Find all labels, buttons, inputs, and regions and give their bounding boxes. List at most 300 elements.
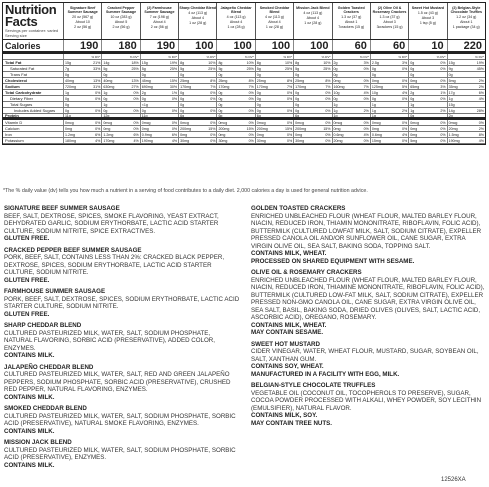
nutrient-cell	[140, 66, 178, 71]
nutrient-cell	[293, 138, 331, 143]
nutrient-amount: 2g	[141, 90, 146, 95]
nutrient-dv: 4%	[363, 90, 369, 95]
nutrient-cell	[216, 90, 254, 95]
product-net-weight: 7 oz (198 g)	[149, 15, 169, 19]
nutrient-row	[3, 138, 485, 144]
nutrient-cell	[178, 138, 216, 143]
calories-value: 60	[370, 40, 408, 51]
nutrient-dv: 0%	[95, 126, 101, 131]
nutrient-amount: 1g	[333, 114, 338, 117]
nutrient-dv: 7%	[248, 84, 254, 89]
nutrient-cells	[63, 60, 485, 65]
nutrient-dv: 0%	[440, 66, 446, 71]
nutrient-amount: 0mcg	[141, 120, 151, 125]
product-name: Cracked Pepper Summer Sausage	[105, 6, 137, 14]
nutrient-dv: 7%	[325, 84, 331, 89]
nutrient-amount: 0mg	[333, 126, 341, 131]
nutrient-amount: 0g	[218, 96, 223, 101]
nutrient-cell	[370, 120, 408, 125]
product-net-weight: 10 oz (283 g)	[110, 15, 132, 19]
nutrient-amount: 0g	[218, 108, 223, 113]
nutrient-dv: 0%	[210, 132, 216, 137]
nutrient-dv: 0%	[325, 108, 331, 113]
nutrient-cell	[293, 84, 331, 89]
allergen-statement: PROCESSED ON SHARED EQUIPMENT WITH SESAME.	[251, 257, 415, 265]
nutrient-dv: 0%	[440, 96, 446, 101]
nutrient-cell	[63, 84, 101, 89]
nutrient-cell	[63, 66, 101, 71]
nutrient-amount: 15g	[448, 60, 455, 65]
nutrient-amount: 0g	[218, 102, 223, 107]
dv-header: % DV*	[293, 54, 331, 59]
product-column	[408, 3, 446, 39]
daily-value-footnote: *The % daily value (dv) tells you how much a nutrient in a serving of food contributes to a daily diet. 2,000 calories a day is used for general nutrition advice.	[3, 188, 368, 194]
nutrient-dv: 18%	[131, 60, 139, 65]
nutrient-cell	[101, 138, 139, 143]
nutrient-cell	[63, 72, 101, 77]
product-servings: About 3	[421, 16, 435, 20]
ingredient-block	[4, 322, 240, 360]
product-serving-size: 3crackers (15 g)	[376, 25, 403, 29]
product-serving-size: 1 oz (28 g)	[304, 21, 322, 25]
calories-value: 10	[408, 40, 446, 51]
product-columns	[63, 3, 485, 39]
nutrient-label: Cholesterol	[5, 78, 28, 83]
product-serving-size: 1 oz (28 g)	[189, 21, 207, 25]
product-column	[447, 3, 485, 39]
nutrient-dv: 0%	[325, 132, 331, 137]
nutrient-dv: 3%	[363, 60, 369, 65]
product-net-weight: 1.3 oz (37 g)	[379, 15, 400, 19]
dv-header: % DV*	[140, 54, 178, 59]
nutrient-dv: 4%	[478, 96, 484, 101]
dv-header: % DV*	[408, 54, 446, 59]
nutrient-dv: 0%	[286, 96, 293, 101]
nutrient-cell	[447, 78, 485, 83]
calories-value: 180	[101, 40, 139, 51]
nutrient-cell	[63, 60, 101, 65]
nutrient-dv: 6%	[133, 132, 139, 137]
nutrient-amount: 170mg	[180, 84, 192, 89]
nutrient-dv: 10%	[323, 60, 331, 65]
nutrient-amount: 6g	[218, 114, 223, 117]
nutrient-dv: 0%	[440, 132, 446, 137]
nutrient-amount: 1g	[103, 102, 108, 107]
nutrient-amount: 0g	[371, 66, 376, 71]
nutrient-amount: 0mg	[65, 126, 72, 131]
nutrient-dv: 45%	[476, 66, 484, 71]
nutrient-cell	[255, 78, 293, 83]
nutrient-dv: 25%	[284, 66, 293, 71]
nutrient-cell	[293, 120, 331, 125]
nutrient-amount: 0mcg	[371, 120, 381, 125]
ingredient-block	[251, 382, 487, 427]
nutrient-cell	[255, 66, 293, 71]
product-serving-size: 7crackers (15 g)	[338, 25, 365, 29]
product-net-weight: 1.5 oz (43 g)	[417, 11, 438, 15]
nutrient-amount: 0g	[65, 108, 69, 113]
nutrient-dv: 0%	[325, 138, 331, 143]
ingredient-block	[4, 205, 240, 243]
product-net-weight: 4 oz (113 g)	[265, 15, 284, 19]
nutrient-cell	[140, 102, 178, 107]
nutrient-amount: 1g	[65, 90, 69, 95]
nutrient-amount: 0mg	[371, 78, 379, 83]
nutrient-amount: 200mg	[295, 126, 307, 131]
nutrient-amount: 45mg	[141, 78, 151, 83]
ingredient-block	[4, 364, 240, 402]
nutrient-dv: 1%	[171, 90, 178, 95]
allergen-statement: GLUTEN FREE.	[4, 276, 50, 284]
product-name: (2) Belgian-Style Chocolate Truffles	[450, 6, 482, 14]
nutrient-amount: 0mg	[218, 132, 226, 137]
product-column	[293, 3, 331, 39]
nutrient-cell	[332, 102, 370, 107]
nutrient-cell	[178, 132, 216, 137]
nutrient-amount: 0g	[410, 60, 415, 65]
nutrient-cell	[140, 96, 178, 101]
product-servings: About 10	[75, 20, 90, 24]
nutrient-amount: 0mcg	[256, 120, 266, 125]
nutrient-dv: 0%	[248, 120, 254, 125]
nutrient-dv: 0%	[402, 138, 408, 143]
product-column	[178, 3, 216, 39]
nutrient-amount: 12g	[103, 114, 110, 117]
nutrient-cell	[178, 120, 216, 125]
nutrient-cell	[140, 120, 178, 125]
nutrient-cell	[332, 138, 370, 143]
nutrient-label: Potassium	[5, 138, 24, 143]
ingredient-list: PORK, BEEF, SALT, CONTAINS LESS THAN 2%: CRACKED BLACK PEPPER, DEXTROSE, SPICES, SODIUM ERYTHORBATE, LACTIC ACID STARTER CULTURE, SODIUM NITRITE.	[4, 254, 225, 276]
nutrient-dv: 0%	[210, 138, 216, 143]
product-servings: About 1	[460, 20, 473, 24]
nutrient-amount: 30mg	[180, 138, 190, 143]
calories-label: Calories	[5, 40, 41, 51]
dv-header: % DV*	[332, 54, 370, 59]
nutrient-cell	[255, 96, 293, 101]
calories-value: 100	[178, 40, 216, 51]
nutrient-amount: 65mg	[410, 84, 420, 89]
calories-value: 100	[293, 40, 331, 51]
nutrient-dv: 10%	[284, 60, 293, 65]
nutrient-cell	[63, 126, 101, 131]
nutrient-amount: 0g	[180, 90, 185, 95]
nutrient-dv: 0%	[248, 96, 254, 101]
nutrient-cell	[63, 78, 101, 83]
nutrient-amount: 2g	[333, 60, 338, 65]
product-servings: About 4	[153, 20, 166, 24]
nutrient-cell	[408, 84, 446, 89]
nutrient-amount: 0mg	[180, 132, 188, 137]
nutrient-amount: 0g	[141, 72, 146, 77]
nutrient-amount: 190mg	[141, 138, 153, 143]
nutrient-dv: 0%	[478, 120, 484, 125]
nutrient-cell	[370, 90, 408, 95]
allergen-statement: MANUFACTURED IN A FACILITY WITH EGG, MILK.	[251, 370, 400, 378]
nutrient-dv: 8%	[325, 78, 331, 83]
nutrient-dv: 0%	[286, 120, 293, 125]
ingredient-list: ENRICHED UNBLEACHED FLOUR (WHEAT FLOUR, MALTED BARLEY FLOUR, NIACIN, REDUCED IRON, THIAMIN MONONITRATE, RIBOFLAVIN, FOLIC ACID), BUTTERMILK (CULTURED LOWFAT MILK, SALT, SODIUM CITRATE), EXPELLER PRESSED CANOLA OIL AND/OR SUNFLOWER OIL, CANE SUGAR, EXTRA VIRGIN OLIVE OIL, SEA SALT, BAKING SODA, TOPPING SALT.	[251, 212, 482, 250]
product-servings: About 4	[306, 16, 320, 20]
nutrient-cell	[293, 60, 331, 65]
calories-value: 100	[255, 40, 293, 51]
nutrient-cell	[140, 126, 178, 131]
nutrient-dv: 0%	[171, 96, 178, 101]
nutrition-title-block	[3, 3, 63, 39]
ingredient-list: CULTURED PASTEURIZED MILK, WATER, SALT, SODIUM PHOSPHATE, NATURAL FLAVORING, SORBIC ACID (PRESERVATIVE), ADDED COLOR, ENZYMES.	[4, 329, 215, 352]
dv-header: % DV*	[63, 54, 101, 59]
calories-row	[3, 40, 485, 54]
nutrient-cell	[408, 114, 446, 117]
nutrient-cell	[178, 114, 216, 117]
nutrient-amount: 200mg	[256, 126, 268, 131]
nutrient-amount: 5g	[180, 66, 185, 71]
nutrient-amount: 15g	[448, 102, 455, 107]
nutrient-dv: 0%	[363, 78, 369, 83]
nutrient-label: Saturated Fat	[10, 66, 35, 71]
nutrient-dv: 0%	[248, 132, 254, 137]
allergen-statement: GLUTEN FREE.	[4, 235, 50, 242]
nutrient-dv: 0%	[95, 90, 101, 95]
nutrient-amount: 0mg	[410, 78, 418, 83]
nutrient-amount: 8g	[256, 60, 261, 65]
nutrient-cell	[140, 90, 178, 95]
nutrient-dv: 0%	[133, 126, 139, 131]
nutrient-cell	[447, 96, 485, 101]
nutrient-cell	[332, 78, 370, 83]
nutrient-cell	[332, 120, 370, 125]
nutrient-amount: 2g	[448, 114, 453, 117]
nutrient-label: Iron	[5, 132, 12, 137]
nutrient-cells	[63, 132, 485, 137]
allergen-statement: MAY CONTAIN SESAME.	[251, 329, 324, 336]
product-serving-size: 1 tsp (5 g)	[419, 21, 436, 25]
nutrient-dv: 0%	[133, 108, 139, 113]
nutrient-amount: 160mg	[333, 84, 345, 89]
dv-header: % DV*	[447, 54, 485, 59]
nutrient-amount: 0mcg	[180, 120, 189, 125]
nutrient-amount: 2.5g	[371, 60, 379, 65]
nutrient-amount: 5mg	[410, 138, 418, 143]
calories-value: 220	[447, 40, 485, 51]
nutrient-cell	[178, 84, 216, 89]
nutrient-cell	[255, 90, 293, 95]
nutrient-amount: 20mg	[448, 126, 458, 131]
dv-header: % DV*	[178, 54, 216, 59]
nutrient-amount: 40mg	[103, 78, 113, 83]
ingredient-product-name: SHARP CHEDDAR BLEND	[4, 322, 82, 329]
nutrient-cell	[140, 78, 178, 83]
nutrition-title: Nutrition Facts	[5, 2, 57, 29]
nutrient-dv: 3%	[440, 84, 446, 89]
nutrient-cell	[178, 96, 216, 101]
nutrient-cell	[255, 132, 293, 137]
nutrient-amount: 0g	[103, 108, 108, 113]
nutrient-cell	[255, 120, 293, 125]
nutrient-amount: 1.5mg	[448, 132, 459, 137]
nutrient-amount: 0mcg	[295, 120, 304, 125]
nutrient-cell	[332, 84, 370, 89]
nutrient-dv: 15%	[169, 78, 178, 83]
product-name: Sharp Cheddar Blend	[179, 6, 217, 10]
nutrient-dv: 4%	[363, 132, 369, 137]
nutrient-cell	[408, 132, 446, 137]
nutrient-cell	[255, 108, 293, 113]
nutrient-label: Sodium	[5, 84, 20, 89]
nutrient-dv: 27%	[131, 84, 139, 89]
nutrient-cell	[293, 114, 331, 117]
nutrient-amount: 11g	[141, 114, 148, 117]
nutrient-amount: 0mcg	[448, 120, 458, 125]
nutrient-dv: 25%	[246, 66, 254, 71]
product-serving-size: 1 oz (28 g)	[227, 25, 245, 29]
nutrient-dv: 0%	[363, 66, 369, 71]
product-name: Mission Jack Blend	[296, 6, 330, 10]
nutrient-amount: 6g	[256, 114, 261, 117]
nutrient-dv: 2%	[478, 78, 484, 83]
ingredient-list: BEEF, SALT, DEXTROSE, SPICES, SMOKE FLAVORING, YEAST EXTRACT, DEHYDRATED GARLIC, SODIUM ERYTHORBATE, LACTIC ACID STARTER CULTURE, SODIUM NITRITE, SPICE EXTRACTIVES.	[4, 212, 219, 235]
nutrient-amount: 25mg	[180, 78, 190, 83]
nutrient-cell	[216, 120, 254, 125]
nutrient-dv: 0%	[286, 138, 293, 143]
nutrient-amount: 0g	[333, 66, 338, 71]
nutrient-cell	[408, 108, 446, 113]
nutrient-amount: 25mg	[295, 78, 305, 83]
nutrient-amount: 0mcg	[410, 120, 420, 125]
nutrient-amount: 0g	[256, 90, 261, 95]
nutrient-cell	[408, 120, 446, 125]
nutrient-amount: 0.6mg	[371, 132, 382, 137]
nutrient-dv: 6%	[171, 132, 178, 137]
product-name: Signature Beef Summer Sausage	[67, 6, 98, 14]
product-servings: About 4	[229, 20, 243, 24]
nutrition-header	[3, 3, 485, 40]
nutrient-amount: 15g	[65, 60, 71, 65]
product-name: Smoked Cheddar Blend	[259, 6, 290, 14]
nutrient-dv: 15%	[208, 126, 216, 131]
product-net-weight: 4 oz (113 g)	[188, 11, 208, 15]
nutrient-dv: 15%	[246, 126, 254, 131]
nutrient-cell	[408, 66, 446, 71]
nutrient-dv: 0%	[440, 138, 446, 143]
nutrient-amount: 0mg	[141, 126, 149, 131]
ingredient-list: CIDER VINEGAR, WATER, WHEAT FLOUR, MUSTARD, SUGAR, SOYBEAN OIL, SALT, XANTHAN GUM.	[251, 348, 479, 363]
nutrient-cell	[101, 120, 139, 125]
nutrient-amount: 0mcg	[218, 120, 228, 125]
nutrient-amount: 1g	[410, 102, 415, 107]
nutrient-cell	[63, 114, 101, 117]
nutrient-amount: 1g	[333, 108, 338, 113]
nutrient-cell	[178, 126, 216, 131]
nutrient-cell	[216, 84, 254, 89]
nutrient-amount: 9g	[448, 66, 453, 71]
nutrient-dv: 19%	[476, 60, 484, 65]
nutrient-amount: 5g	[103, 66, 108, 71]
nutrient-cell	[216, 108, 254, 113]
nutrient-cells	[63, 126, 485, 131]
nutrient-amount: 1g	[103, 90, 108, 95]
nutrient-amount: 190mg	[448, 138, 460, 143]
nutrient-amount: 0g	[218, 90, 223, 95]
nutrient-amount: 720mg	[65, 84, 76, 89]
nutrient-dv: 0%	[210, 120, 216, 125]
nutrient-cell	[255, 60, 293, 65]
nutrient-cell	[216, 60, 254, 65]
nutrient-amount: 0mcg	[65, 120, 74, 125]
nutrient-dv: 0%	[286, 132, 293, 137]
nutrient-cell	[370, 60, 408, 65]
nutrient-cells	[63, 90, 485, 95]
ingredient-list: PORK, BEEF, SALT, DEXTROSE, SPICES, SODIUM ERYTHORBATE, LACTIC ACID STARTER CULTURE, SODIUM NITRITE.	[4, 295, 240, 310]
nutrient-cell	[447, 72, 485, 77]
nutrient-dv: 0%	[402, 120, 408, 125]
nutrient-cell	[332, 108, 370, 113]
product-column	[101, 3, 139, 39]
nutrient-cell	[178, 90, 216, 95]
product-name: Golden Toasted Crackers	[337, 6, 365, 14]
nutrient-amount: 0g	[371, 96, 376, 101]
nutrient-amount: 0g	[410, 114, 415, 117]
nutrient-amount: 0g	[103, 96, 108, 101]
nutrient-dv: 0%	[95, 120, 101, 125]
nutrient-cell	[178, 102, 216, 107]
calories-value: 60	[332, 40, 370, 51]
nutrient-dv: 13%	[93, 78, 101, 83]
nutrient-amount: 170mg	[256, 84, 268, 89]
product-servings: About 4	[191, 16, 204, 20]
nutrient-cell	[140, 138, 178, 143]
nutrient-dv: 25%	[323, 66, 331, 71]
nutrient-cell	[178, 108, 216, 113]
ingredient-block	[251, 205, 487, 265]
nutrient-amount: 15g	[141, 60, 148, 65]
nutrient-cell	[255, 114, 293, 117]
nutrient-cell	[332, 90, 370, 95]
nutrient-cell	[293, 90, 331, 95]
nutrient-cell	[293, 132, 331, 137]
nutrient-dv: 4%	[171, 138, 178, 143]
nutrient-dv: 4%	[133, 138, 139, 143]
nutrient-cell	[447, 126, 485, 131]
ingredients-left-column	[4, 205, 240, 473]
nutrient-amount: 25mg	[218, 78, 228, 83]
product-column	[332, 3, 370, 39]
nutrient-dv: 10%	[246, 60, 254, 65]
allergen-statement: CONTAINS MILK.	[4, 393, 55, 401]
nutrient-cell	[101, 72, 139, 77]
nutrient-amount: 0mg	[256, 132, 264, 137]
ingredient-product-name: JALAPEÑO CHEDDAR BLEND	[4, 363, 94, 371]
ingredient-block	[4, 439, 240, 469]
dv-header: % DV*	[101, 54, 139, 59]
nutrient-amount: 0g	[65, 96, 69, 101]
nutrient-cell	[101, 102, 139, 107]
nutrient-dv: 2%	[440, 108, 446, 113]
nutrient-dv: 6%	[478, 90, 484, 95]
serving-size-label: Serving size	[5, 33, 27, 38]
nutrient-cell	[293, 96, 331, 101]
nutrient-cell	[216, 132, 254, 137]
nutrient-cell	[216, 114, 254, 117]
nutrient-amount: 125mg	[371, 84, 383, 89]
allergen-statement: GLUTEN FREE.	[4, 310, 50, 318]
calories-value: 190	[63, 40, 101, 51]
nutrient-dv: 0%	[171, 120, 178, 125]
nutrient-dv: 0%	[402, 96, 408, 101]
nutrient-label: Calcium	[5, 126, 20, 131]
product-column	[255, 3, 293, 39]
product-name: Jalapeño Cheddar Blend	[220, 6, 252, 14]
